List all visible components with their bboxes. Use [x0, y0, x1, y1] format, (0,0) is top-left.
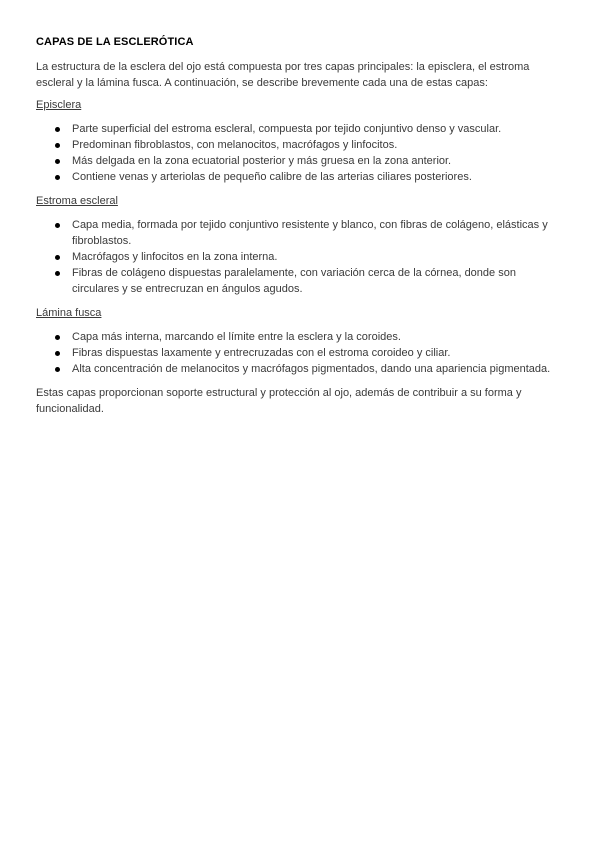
list-item-text: Alta concentración de melanocitos y macrófagos pigmentados, dando una apariencia pigmentada.: [72, 363, 551, 375]
section-estroma-escleral: [36, 193, 564, 297]
bullet-icon: [55, 351, 60, 356]
bullet-icon: [55, 127, 60, 132]
list-item-text: Fibras dispuestas laxamente y entrecruzadas con el estroma coroideo y ciliar.: [72, 347, 451, 359]
list-item: [36, 137, 564, 153]
section-heading: Episclera: [36, 99, 82, 111]
bullet-icon: [55, 223, 60, 228]
list-item-text: Fibras de colágeno dispuestas paralelamente, con variación cerca de la córnea, donde son circulares y se entrecruzan en ángulos agudos.: [72, 267, 516, 295]
bullet-icon: [55, 143, 60, 148]
list-item: [36, 265, 564, 297]
list-item-text: Más delgada en la zona ecuatorial posterior y más gruesa en la zona anterior.: [72, 155, 452, 167]
bullet-icon: [55, 367, 60, 372]
list-item: [36, 329, 564, 345]
bullet-icon: [55, 175, 60, 180]
bullet-icon: [55, 255, 60, 260]
section-lamina-fusca: [36, 305, 564, 377]
list-item-text: Capa media, formada por tejido conjuntivo resistente y blanco, con fibras de colágeno, elásticas y fibroblastos.: [72, 219, 548, 247]
list-item: [36, 121, 564, 137]
list-item: [36, 249, 564, 265]
list-item: [36, 169, 564, 185]
list-item-text: Macrófagos y linfocitos en la zona interna.: [72, 251, 278, 263]
list-item: [36, 361, 564, 377]
section-heading: Lámina fusca: [36, 307, 102, 319]
bullet-icon: [55, 159, 60, 164]
intro-paragraph: La estructura de la esclera del ojo está compuesta por tres capas principales: la episclera, el estroma escleral y la lámina fusca. A continuación, se describe brevemente cada una de estas capas:: [36, 61, 530, 89]
list-item: [36, 153, 564, 169]
list-item-text: Parte superficial del estroma escleral, compuesta por tejido conjuntivo denso y vascular.: [72, 123, 502, 135]
list-item: [36, 217, 564, 249]
list-item-text: Contiene venas y arteriolas de pequeño calibre de las arterias ciliares posteriores.: [72, 171, 472, 183]
bullet-list: [36, 217, 564, 297]
bullet-icon: [55, 335, 60, 340]
list-item-text: Predominan fibroblastos, con melanocitos, macrófagos y linfocitos.: [72, 139, 398, 151]
list-item: [36, 345, 564, 361]
document-page: [36, 36, 564, 423]
list-item-text: Capa más interna, marcando el límite entre la esclera y la coroides.: [72, 331, 401, 343]
bullet-list: [36, 121, 564, 185]
bullet-list: [36, 329, 564, 377]
section-heading: Estroma escleral: [36, 195, 118, 207]
conclusion-paragraph: Estas capas proporcionan soporte estructural y protección al ojo, además de contribuir a su forma y funcionalidad.: [36, 387, 522, 415]
section-episclera: [36, 97, 564, 185]
page-title: CAPAS DE LA ESCLERÓTICA: [36, 36, 194, 48]
bullet-icon: [55, 271, 60, 276]
